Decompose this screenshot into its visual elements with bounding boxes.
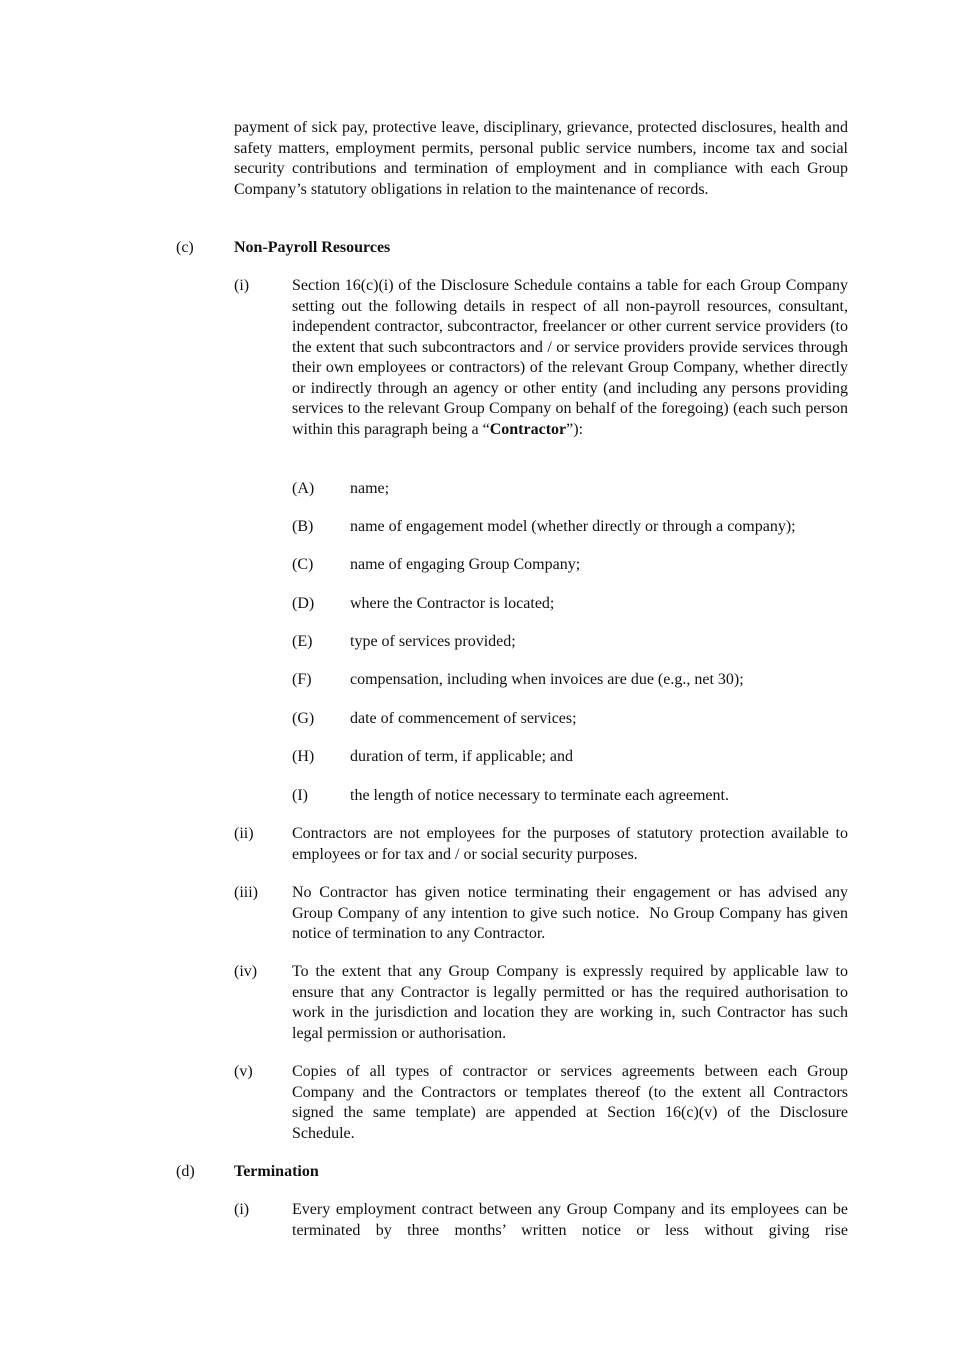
intro-paragraph: payment of sick pay, protective leave, disciplinary, grievance, protected disclosures, health and safety matters, employment permits, personal public service numbers, income tax and social security contributions and termination of employment and in compliance with each Group Company’s statutory obligations in relation to the maintenance of records.: [234, 119, 848, 198]
sub-item-label: (B): [292, 518, 314, 535]
sub-item-label: (G): [292, 710, 315, 727]
section-c-item-iii-label: (iii): [234, 884, 258, 901]
sub-item-label: (C): [292, 556, 314, 573]
sub-item-text: compensation, including when invoices are due (e.g., net 30);: [350, 671, 744, 688]
sub-item-text: name of engagement model (whether directly or through a company);: [350, 518, 796, 535]
sub-item-label: (D): [292, 595, 315, 612]
section-d-heading: Termination: [234, 1163, 319, 1180]
section-c-item-iv-label: (iv): [234, 963, 258, 980]
section-d-item-i-label: (i): [234, 1201, 250, 1218]
sub-item-text: date of commencement of services;: [350, 710, 577, 727]
sub-item-text: duration of term, if applicable; and: [350, 748, 574, 765]
section-c-item-v-label: (v): [234, 1063, 253, 1080]
section-c-item-iv-text: To the extent that any Group Company is expressly required by applicable law to ensure that any Contractor is legally permitted or has the required authorisation to work in the jurisdiction and location they are working in, such Contractor has such legal permission or authorisation.: [292, 963, 848, 1042]
sub-item-text: type of services provided;: [350, 633, 516, 650]
sub-item-text: name;: [350, 480, 390, 497]
section-c-item-v-text: Copies of all types of contractor or services agreements between each Group Company and the Contractors or templates thereof (to the extent all Contractors signed the same template) are appended at Section 16(c)(v) of the Disclosure Schedule.: [292, 1063, 848, 1142]
sub-item-label: (H): [292, 748, 315, 765]
sub-item-text: where the Contractor is located;: [350, 595, 555, 612]
defined-term-contractor: Contractor: [489, 420, 567, 438]
section-c-heading: Non-Payroll Resources: [234, 239, 391, 256]
section-d-item-i-text: Every employment contract between any Group Company and its employees can be terminated by three months’ written notice or less without giving rise: [292, 1201, 848, 1239]
sub-item-label: (E): [292, 633, 313, 650]
sub-item-label: (A): [292, 480, 315, 497]
section-c-item-i-text: [292, 276, 848, 440]
sub-item-text: name of engaging Group Company;: [350, 556, 581, 573]
section-c-item-ii-text: Contractors are not employees for the purposes of statutory protection available to employees or for tax and / or social security purposes.: [292, 825, 848, 863]
sub-item-label: (I): [292, 787, 308, 804]
sub-item-text: the length of notice necessary to terminate each agreement.: [350, 787, 729, 804]
sub-item-label: (F): [292, 671, 312, 688]
item-i-text-after: ”):: [566, 420, 584, 438]
section-d-label: (d): [176, 1163, 195, 1180]
section-c-item-ii-label: (ii): [234, 825, 254, 842]
item-i-text-before: Section 16(c)(i) of the Disclosure Schedule contains a table for each Group Company setting out the following details in respect of all non-payroll resources, consultant, independent contractor, subcontractor, freelancer or other current service providers (to the extent that such subcontractors and / or service providers provide services through their own employees or contractors) of the relevant Group Company, whether directly or indirectly through an agency or other entity (and including any persons providing services to the relevant Group Company on behalf of the foregoing) (each such person within this paragraph being a “: [292, 277, 848, 438]
section-c-label: (c): [176, 239, 194, 256]
section-c-item-i-label: (i): [234, 277, 250, 294]
section-c-item-iii-text: No Contractor has given notice terminating their engagement or has advised any Group Company of any intention to give such notice. No Group Company has given notice of termination to any Contractor.: [292, 884, 852, 942]
